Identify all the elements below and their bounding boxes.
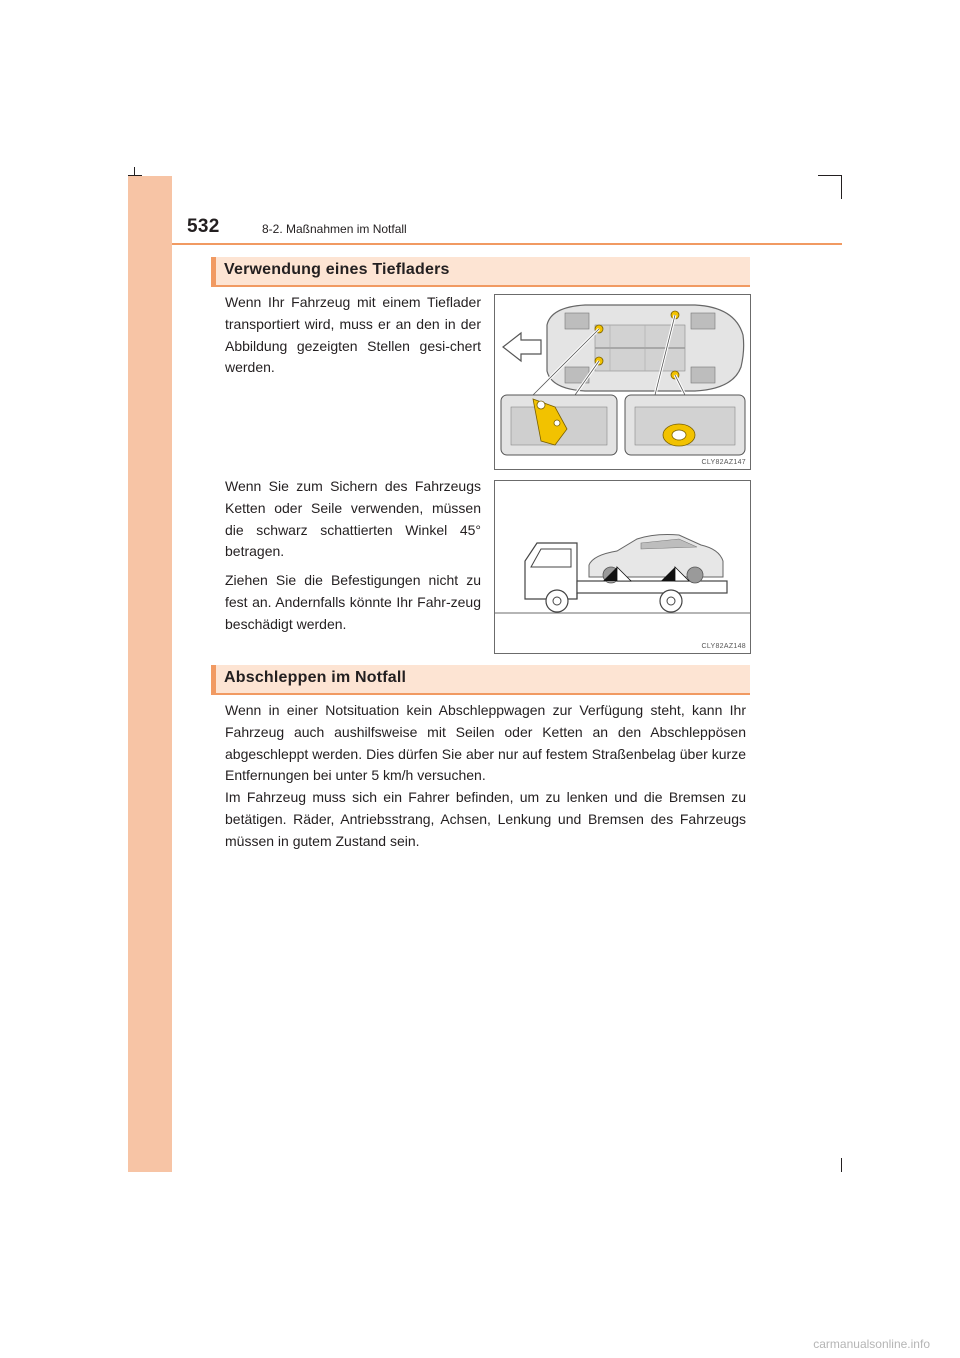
flatbed-illustration [495, 481, 750, 653]
underbody-illustration [495, 295, 750, 469]
section-heading-flatbed [211, 257, 750, 287]
chapter-heading: 8-2. Maßnahmen im Notfall [262, 222, 407, 236]
watermark: carmanualsonline.info [813, 1337, 930, 1351]
figure-code: CLY82AZ148 [701, 643, 746, 650]
crop-mark-top-right [818, 175, 842, 176]
header-rule [172, 243, 842, 245]
section-accent [211, 665, 216, 695]
page-number: 532 [187, 216, 220, 237]
crop-mark-bottom-right [841, 1158, 842, 1172]
paragraph-driver-required: Im Fahrzeug muss sich ein Fahrer befinden, um zu lenken und die Bremsen zu betätigen. Räder, Antriebsstrang, Achsen, Lenkung und Bremsen des Fahrzeugs müssen in gutem Zustand sein. [225, 789, 746, 849]
arrow-left-icon [503, 333, 541, 361]
paragraph-tightening: Ziehen Sie die Befestigungen nicht zu fest an. Andernfalls könnte Ihr Fahr-zeug beschädigt werden. [225, 572, 481, 632]
paragraph-emergency-towing: Wenn in einer Notsituation kein Abschleppwagen zur Verfügung steht, kann Ihr Fahrzeug auch aushilfsweise mit Seilen oder Ketten an den Abschleppösen abgeschleppt werden. Dies dürfen Sie aber nur auf festem Straßenbelag über kurze Entfernungen bei unter 5 km/h versuchen. [225, 702, 746, 784]
chapter-side-band [128, 176, 172, 1172]
section-title: Verwendung eines Tiefladers [224, 261, 450, 278]
figure-flatbed-truck [494, 480, 751, 654]
section-accent [211, 257, 216, 287]
section-title: Abschleppen im Notfall [224, 669, 407, 686]
crop-mark-top-right-vertical [841, 175, 842, 199]
paragraph-angle: Wenn Sie zum Sichern des Fahrzeugs Ketten oder Seile verwenden, müssen die schwarz schattierten Winkel 45° betragen. [225, 478, 481, 560]
figure-code: CLY82AZ147 [701, 459, 746, 466]
paragraph-flatbed-intro: Wenn Ihr Fahrzeug mit einem Tieflader transportiert wird, muss er an den in der Abbildung gezeigten Stellen gesi-chert werden. [225, 294, 481, 376]
crop-mark-top-left-tick [134, 167, 135, 176]
figure-tie-down-points [494, 294, 751, 470]
section-heading-emergency-towing [211, 665, 750, 695]
truck-flatbed [577, 581, 727, 593]
crop-mark-top-left [128, 175, 142, 176]
